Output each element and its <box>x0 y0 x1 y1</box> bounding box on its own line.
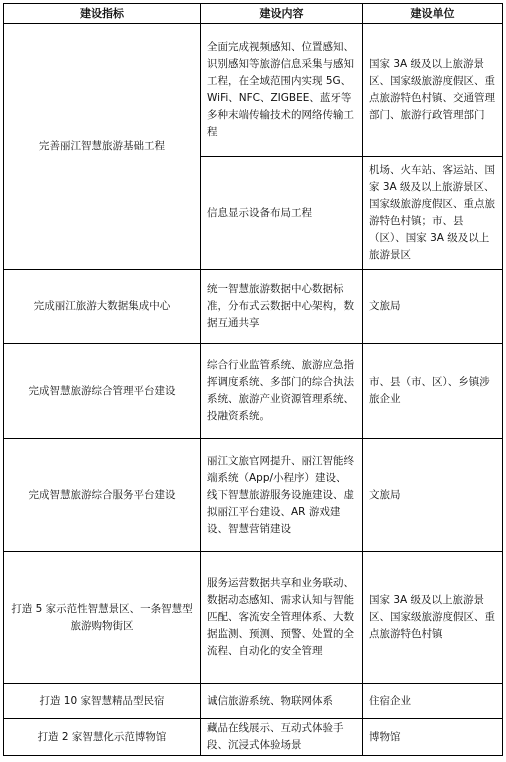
content-cell: 诚信旅游系统、物联网体系 <box>201 684 363 719</box>
content-cell: 丽江文旅官网提升、丽江智能终端系统（App/小程序）建设、线下智慧旅游服务设施建设、虚拟丽江平台建设、AR 游戏建设、智慧营销建设 <box>201 439 363 552</box>
table-row <box>4 344 503 439</box>
content-cell: 全面完成视频感知、位置感知、识别感知等旅游信息采集与感知工程，在全域范围内实现 5G、WiFi、NFC、ZIGBEE、蓝牙等多种末端传输技术的网络传输工程 <box>201 24 363 157</box>
unit-cell: 市、县（市、区）、乡镇涉旅企业 <box>363 344 503 439</box>
unit-cell: 住宿企业 <box>363 684 503 719</box>
indicator-cell: 打造 10 家智慧精品型民宿 <box>4 684 201 719</box>
table-row <box>4 24 503 157</box>
unit-cell: 文旅局 <box>363 270 503 344</box>
unit-cell: 国家 3A 级及以上旅游景区、国家级旅游度假区、重点旅游特色村镇 <box>363 552 503 684</box>
content-cell: 信息显示设备布局工程 <box>201 157 363 270</box>
construction-table <box>3 3 503 756</box>
table-row <box>4 684 503 719</box>
indicator-cell: 打造 5 家示范性智慧景区、一条智慧型旅游购物街区 <box>4 552 201 684</box>
unit-cell: 博物馆 <box>363 719 503 756</box>
table-header-row <box>4 4 503 24</box>
indicator-cell: 完成智慧旅游综合服务平台建设 <box>4 439 201 552</box>
unit-cell: 文旅局 <box>363 439 503 552</box>
indicator-cell: 完成智慧旅游综合管理平台建设 <box>4 344 201 439</box>
table-row <box>4 270 503 344</box>
header-content: 建设内容 <box>201 4 363 24</box>
content-cell: 藏品在线展示、互动式体验手段、沉浸式体验场景 <box>201 719 363 756</box>
unit-cell: 机场、火车站、客运站、国家 3A 级及以上旅游景区、国家级旅游度假区、重点旅游特色村镇；市、县（区）、国家 3A 级及以上旅游景区 <box>363 157 503 270</box>
table-row <box>4 719 503 756</box>
content-cell: 综合行业监管系统、旅游应急指挥调度系统、多部门的综合执法系统、旅游产业资源管理系统、投融资系统。 <box>201 344 363 439</box>
indicator-cell: 打造 2 家智慧化示范博物馆 <box>4 719 201 756</box>
table-row <box>4 439 503 552</box>
table-row <box>4 552 503 684</box>
indicator-cell: 完善丽江智慧旅游基础工程 <box>4 24 201 270</box>
unit-cell: 国家 3A 级及以上旅游景区、国家级旅游度假区、重点旅游特色村镇、交通管理部门、旅游行政管理部门 <box>363 24 503 157</box>
header-indicator: 建设指标 <box>4 4 201 24</box>
content-cell: 服务运营数据共享和业务联动、数据动态感知、需求认知与智能匹配、客流安全管理体系、大数据监测、预测、预警、处置的全流程、自动化的安全管理 <box>201 552 363 684</box>
header-unit: 建设单位 <box>363 4 503 24</box>
indicator-cell: 完成丽江旅游大数据集成中心 <box>4 270 201 344</box>
content-cell: 统一智慧旅游数据中心数据标准，分布式云数据中心架构，数据互通共享 <box>201 270 363 344</box>
